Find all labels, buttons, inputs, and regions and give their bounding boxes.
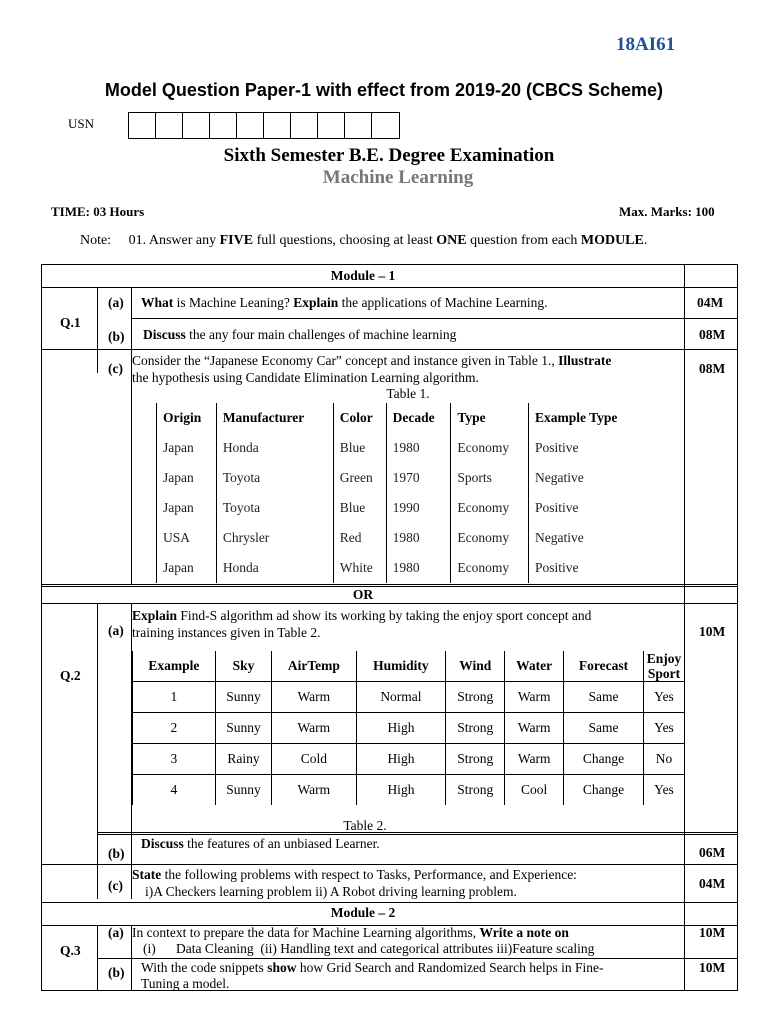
table2-row <box>133 682 685 713</box>
table2-header-cell: Humidity <box>356 651 446 682</box>
q2c-text-line1: State the following problems with respect to Tasks, Performance, and Experience: <box>132 867 577 882</box>
table1-row <box>157 433 647 463</box>
table2-cell: Warm <box>272 682 356 713</box>
q3b-marks: 10M <box>699 960 726 975</box>
table2-cell: High <box>356 744 446 775</box>
table2-row <box>133 775 685 806</box>
q1a-text: What is Machine Leaning? Explain the applications of Machine Learning. <box>141 295 548 310</box>
table1-cell: Toyota <box>216 463 333 493</box>
q1c-text-line2: the hypothesis using Candidate Elimination Learning algorithm. <box>132 370 479 385</box>
table1-cell: 1990 <box>386 493 451 523</box>
paper-title: Model Question Paper-1 with effect from 2019-20 (CBCS Scheme) <box>104 80 664 100</box>
table2-cell: Yes <box>644 775 685 806</box>
table1-cell: Honda <box>216 553 333 583</box>
table2-cell: Strong <box>446 744 505 775</box>
table2-cell: 4 <box>133 775 216 806</box>
table1-cell: Toyota <box>216 493 333 523</box>
table2-cell: Sunny <box>215 775 271 806</box>
table2-cell: 1 <box>133 682 216 713</box>
q2a-text-line1: Explain Find-S algorithm ad show its working by taking the enjoy sport concept and <box>132 608 592 623</box>
table1-cell: Economy <box>451 433 529 463</box>
table1-cell: Japan <box>157 493 217 523</box>
table1-header-cell: Color <box>333 403 386 433</box>
q3-label: Q.3 <box>60 943 81 958</box>
table1-row <box>157 553 647 583</box>
table2-cell: No <box>644 744 685 775</box>
table1-cell: Red <box>333 523 386 553</box>
table1-cell: Chrysler <box>216 523 333 553</box>
course-code: 18AI61 <box>616 34 676 55</box>
table1-cell: Japan <box>157 433 217 463</box>
q2a-tag: (a) <box>108 623 124 638</box>
table2-cell: High <box>356 775 446 806</box>
q3a-text-line1: In context to prepare the data for Machine Learning algorithms, Write a note on <box>132 925 569 940</box>
table2-row <box>133 744 685 775</box>
table2-cell: Normal <box>356 682 446 713</box>
table1-cell: Blue <box>333 493 386 523</box>
table1-cell: Sports <box>451 463 529 493</box>
table1-row <box>157 523 647 553</box>
q1c-text-line1: Consider the “Japanese Economy Car” concept and instance given in Table 1., Illustrate <box>132 353 612 368</box>
table2-header-cell: Water <box>505 651 564 682</box>
table1-cell: Japan <box>157 553 217 583</box>
table2-cell: Warm <box>272 713 356 744</box>
q1b-marks: 08M <box>699 327 726 342</box>
table1-cell: 1980 <box>386 433 451 463</box>
q3a-text-line2: (i) Data Cleaning (ii) Handling text and categorical attributes iii)Feature scaling <box>143 941 595 956</box>
table2-cell: Strong <box>446 682 505 713</box>
table2-caption: Table 2. <box>343 818 387 833</box>
q1b-tag: (b) <box>108 329 125 344</box>
table2-cell: Strong <box>446 713 505 744</box>
table2-cell: Sunny <box>215 682 271 713</box>
module-1-heading: Module – 1 <box>330 268 396 283</box>
question-table <box>41 264 738 991</box>
q1b-text: Discuss the any four main challenges of machine learning <box>143 327 457 342</box>
table1-header-cell: Manufacturer <box>216 403 333 433</box>
q2-label: Q.2 <box>60 668 81 683</box>
max-marks-label: Max. Marks: 100 <box>619 204 715 219</box>
table2-cell: Strong <box>446 775 505 806</box>
or-divider: OR <box>352 587 374 602</box>
table1-cell: Negative <box>528 463 646 493</box>
table2-cell: Change <box>564 744 644 775</box>
table1-cell: Blue <box>333 433 386 463</box>
note: Note: 01. Answer any FIVE full questions, choosing at least ONE question from each MODULE. <box>80 233 648 248</box>
table1-cell: Positive <box>528 433 646 463</box>
q3a-marks: 10M <box>699 925 726 940</box>
table2-header-cell: Example <box>133 651 216 682</box>
table1-cell: USA <box>157 523 217 553</box>
q3a-tag: (a) <box>108 925 124 940</box>
exam-title: Sixth Semester B.E. Degree Examination <box>223 145 555 166</box>
table2-cell: Same <box>564 713 644 744</box>
table1-header-cell: Decade <box>386 403 451 433</box>
table2-header-cell: Sky <box>215 651 271 682</box>
table2-header-cell: Wind <box>446 651 505 682</box>
q2b-text: Discuss the features of an unbiased Learner. <box>141 836 380 851</box>
q2a-marks: 10M <box>699 624 726 639</box>
module-2-heading: Module – 2 <box>330 905 396 920</box>
usn-boxes <box>128 112 400 139</box>
q2c-text-line2: i)A Checkers learning problem ii) A Robot driving learning problem. <box>145 884 517 899</box>
table2-cell: Same <box>564 682 644 713</box>
table2-cell: Yes <box>644 682 685 713</box>
table2-cell: Warm <box>505 744 564 775</box>
table1-cell: Economy <box>451 493 529 523</box>
table1-header-cell: Origin <box>157 403 217 433</box>
table-2 <box>132 651 684 805</box>
table1-cell: Negative <box>528 523 646 553</box>
table2-cell: Cool <box>505 775 564 806</box>
table1-cell: Honda <box>216 433 333 463</box>
q1a-marks: 04M <box>697 295 724 310</box>
table2-cell: Change <box>564 775 644 806</box>
table1-row <box>157 463 647 493</box>
table1-header-cell: Type <box>451 403 529 433</box>
q1-label: Q.1 <box>60 315 81 330</box>
table1-cell: Positive <box>528 553 646 583</box>
subject-title: Machine Learning <box>322 167 474 188</box>
q2c-marks: 04M <box>699 876 726 891</box>
time-label: TIME: 03 Hours <box>51 204 145 219</box>
table2-header-cell: Enjoy Sport <box>644 651 685 682</box>
table1-header-cell: Example Type <box>528 403 646 433</box>
table2-header-cell: AirTemp <box>272 651 356 682</box>
q2a-text-line2: training instances given in Table 2. <box>132 625 321 640</box>
q2b-marks: 06M <box>699 845 726 860</box>
q1c-marks: 08M <box>699 361 726 376</box>
table2-cell: High <box>356 713 446 744</box>
table2-cell: 3 <box>133 744 216 775</box>
table2-header-cell: Forecast <box>564 651 644 682</box>
table1-cell: 1980 <box>386 523 451 553</box>
table1-cell: Green <box>333 463 386 493</box>
table1-cell: Positive <box>528 493 646 523</box>
table1-cell: White <box>333 553 386 583</box>
table2-cell: Sunny <box>215 713 271 744</box>
table2-row <box>133 713 685 744</box>
table1-row <box>157 493 647 523</box>
q3b-tag: (b) <box>108 965 125 980</box>
table2-cell: Rainy <box>215 744 271 775</box>
q1c-tag: (c) <box>108 361 123 376</box>
table2-cell: Warm <box>272 775 356 806</box>
table2-cell: Yes <box>644 713 685 744</box>
q3b-text-line2: Tuning a model. <box>141 976 230 991</box>
table2-cell: Warm <box>505 713 564 744</box>
usn-label: USN <box>68 116 95 131</box>
table2-cell: 2 <box>133 713 216 744</box>
q2c-tag: (c) <box>108 878 123 893</box>
q1a-tag: (a) <box>108 295 124 310</box>
table2-cell: Warm <box>505 682 564 713</box>
q2b-tag: (b) <box>108 846 125 861</box>
table1-cell: Japan <box>157 463 217 493</box>
table1-caption: Table 1. <box>386 386 430 401</box>
table1-cell: Economy <box>451 553 529 583</box>
table-1 <box>156 403 646 583</box>
table1-cell: 1980 <box>386 553 451 583</box>
table1-cell: 1970 <box>386 463 451 493</box>
table2-cell: Cold <box>272 744 356 775</box>
table1-cell: Economy <box>451 523 529 553</box>
q3b-text-line1: With the code snippets show how Grid Search and Randomized Search helps in Fine- <box>141 960 604 975</box>
